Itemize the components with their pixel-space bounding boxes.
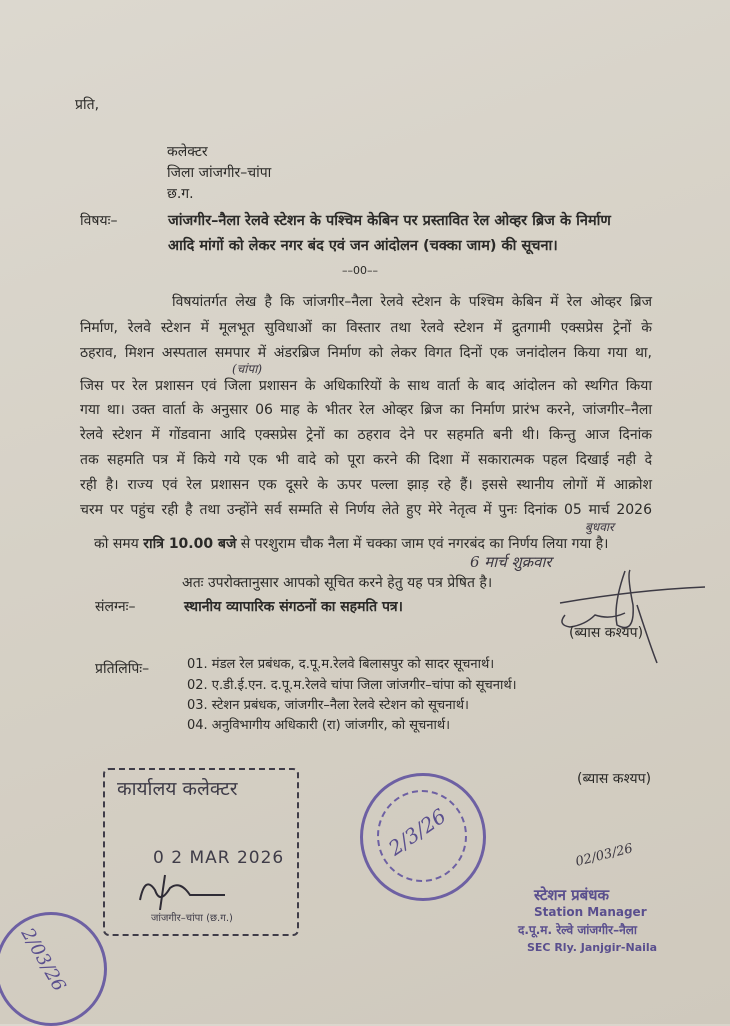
body-line: विषयांतर्गत लेख है कि जांजगीर–नैला रेलवे स्टेशन के पश्चिम केबिन में रेल ओव्हर ब्रिज: [172, 294, 652, 310]
collector-office-stamp: [103, 768, 299, 936]
corner-round-stamp: [0, 912, 107, 1026]
closing-line: अतः उपरोक्तानुसार आपको सूचित करने हेतु यह पत्र प्रेषित है।: [182, 575, 493, 591]
initials: [135, 870, 235, 910]
separator: ––00––: [342, 264, 378, 277]
text: को समय: [94, 536, 144, 552]
stamp-date: 2/03/26: [16, 924, 70, 996]
copy-item: 03. स्टेशन प्रबंधक, जांजगीर–नैला रेलवे स्टेशन को सूचनार्थ।: [187, 698, 469, 713]
stamp-english-title: Station Manager: [534, 905, 647, 919]
body-line: चरम पर पहुंच रही है तथा उन्होंने सर्व सम्मति से निर्णय लेते हुए मेरे नेतृत्व में पुनः दिनांक 05 मार्च 2026: [80, 502, 652, 518]
body-line: गया था। उक्त वार्ता के अनुसार 06 माह के भीतर रेल ओव्हर ब्रिज का निर्माण प्रारंभ करने, जांजगीर–नैला: [80, 402, 652, 418]
stamp-railway-hindi: द.पू.म. रेल्वे जांजगीर–नैला: [518, 923, 637, 937]
body-line: तक सहमति पत्र में किये गये एक भी वादे को पूरा करने की दिशा में सकारात्मक पहल दिखाई नही दे: [80, 452, 652, 468]
body-line: ठहराव, मिशन अस्पताल समपार में अंडरब्रिज निर्माण को लेकर विगत दिनों एक जनांदोलन किया गया था,: [80, 345, 652, 361]
body-last-line: [94, 535, 608, 553]
salutation: प्रति,: [75, 97, 100, 113]
initials-date: 02/03/26: [574, 841, 635, 870]
recipient-line: कलेक्टर: [167, 144, 208, 160]
body-line: रही है। राज्य एवं रेल प्रशासन एक दूसरे के ऊपर पल्ला झाड़ रहे हैं। इससे स्थानीय लोगों में आक्रोश: [80, 477, 652, 493]
recipient-line: छ.ग.: [167, 186, 194, 202]
recipient-line: जिला जांजगीर–चांपा: [167, 165, 272, 181]
subject-line: जांजगीर–नैला रेलवे स्टेशन के पश्चिम केबिन पर प्रस्तावित रेल ओव्हर ब्रिज के निर्माण: [168, 213, 611, 229]
signature: [555, 565, 715, 665]
handwritten-note: बुधवार: [585, 520, 614, 534]
signatory-name-bottom: (ब्यास कश्यप): [577, 771, 652, 787]
copy-label: प्रतिलिपिः–: [95, 661, 150, 677]
handwritten-note: 6 मार्च शुक्रवार: [470, 553, 552, 571]
body-line: निर्माण, रेलवे स्टेशन में मूलभूत सुविधाओं का विस्तार तथा रेलवे स्टेशन में द्रुतगामी एक्सप्रेस ट्रेनों के: [80, 320, 652, 336]
body-line: रेलवे स्टेशन में गोंडवाना आदि एक्सप्रेस ट्रेनों का ठहराव देने पर सहमति बनी थी। किन्तु आज दिनांक: [80, 427, 652, 443]
subject-label: विषयः–: [80, 213, 118, 229]
text: से परशुराम चौक नैला में चक्का जाम एवं नगरबंद का निर्णय लिया गया है।: [236, 536, 609, 552]
railway-round-stamp: [360, 773, 486, 901]
subject-line: आदि मांगों को लेकर नगर बंद एवं जन आंदोलन (चक्का जाम) की सूचना।: [168, 238, 558, 254]
stamp-place: जांजगीर–चांपा (छ.ग.): [151, 913, 233, 924]
signatory-name: (ब्यास कश्यप): [569, 625, 644, 641]
stamp-title: कार्यालय कलेक्टर: [117, 778, 238, 800]
body-line: जिस पर रेल प्रशासन एवं जिला प्रशासन के अधिकारियों के साथ वार्ता के बाद आंदोलन को स्थगित किया: [80, 378, 652, 394]
time-text: रात्रि 10.00 बजे: [143, 536, 237, 552]
enclosure-label: संलग्नः–: [95, 599, 136, 615]
enclosure-text: स्थानीय व्यापारिक संगठनों का सहमति पत्र।: [184, 599, 403, 615]
handwritten-note: (चांपा): [232, 362, 263, 376]
stamp-date: 2/3/26: [383, 803, 451, 861]
stamp-hindi-title: स्टेशन प्रबंधक: [534, 886, 609, 904]
copy-item: 02. ए.डी.ई.एन. द.पू.म.रेलवे चांपा जिला जांजगीर–चांपा को सूचनार्थ।: [187, 678, 517, 693]
copy-item: 04. अनुविभागीय अधिकारी (रा) जांजगीर, को सूचनार्थ।: [187, 718, 451, 733]
copy-item: 01. मंडल रेल प्रबंधक, द.पू.म.रेलवे बिलासपुर को सादर सूचनार्थ।: [187, 657, 495, 672]
stamp-railway-english: SEC Rly. Janjgir-Naila: [527, 941, 658, 954]
stamp-date: 0 2 MAR 2026: [153, 848, 285, 868]
